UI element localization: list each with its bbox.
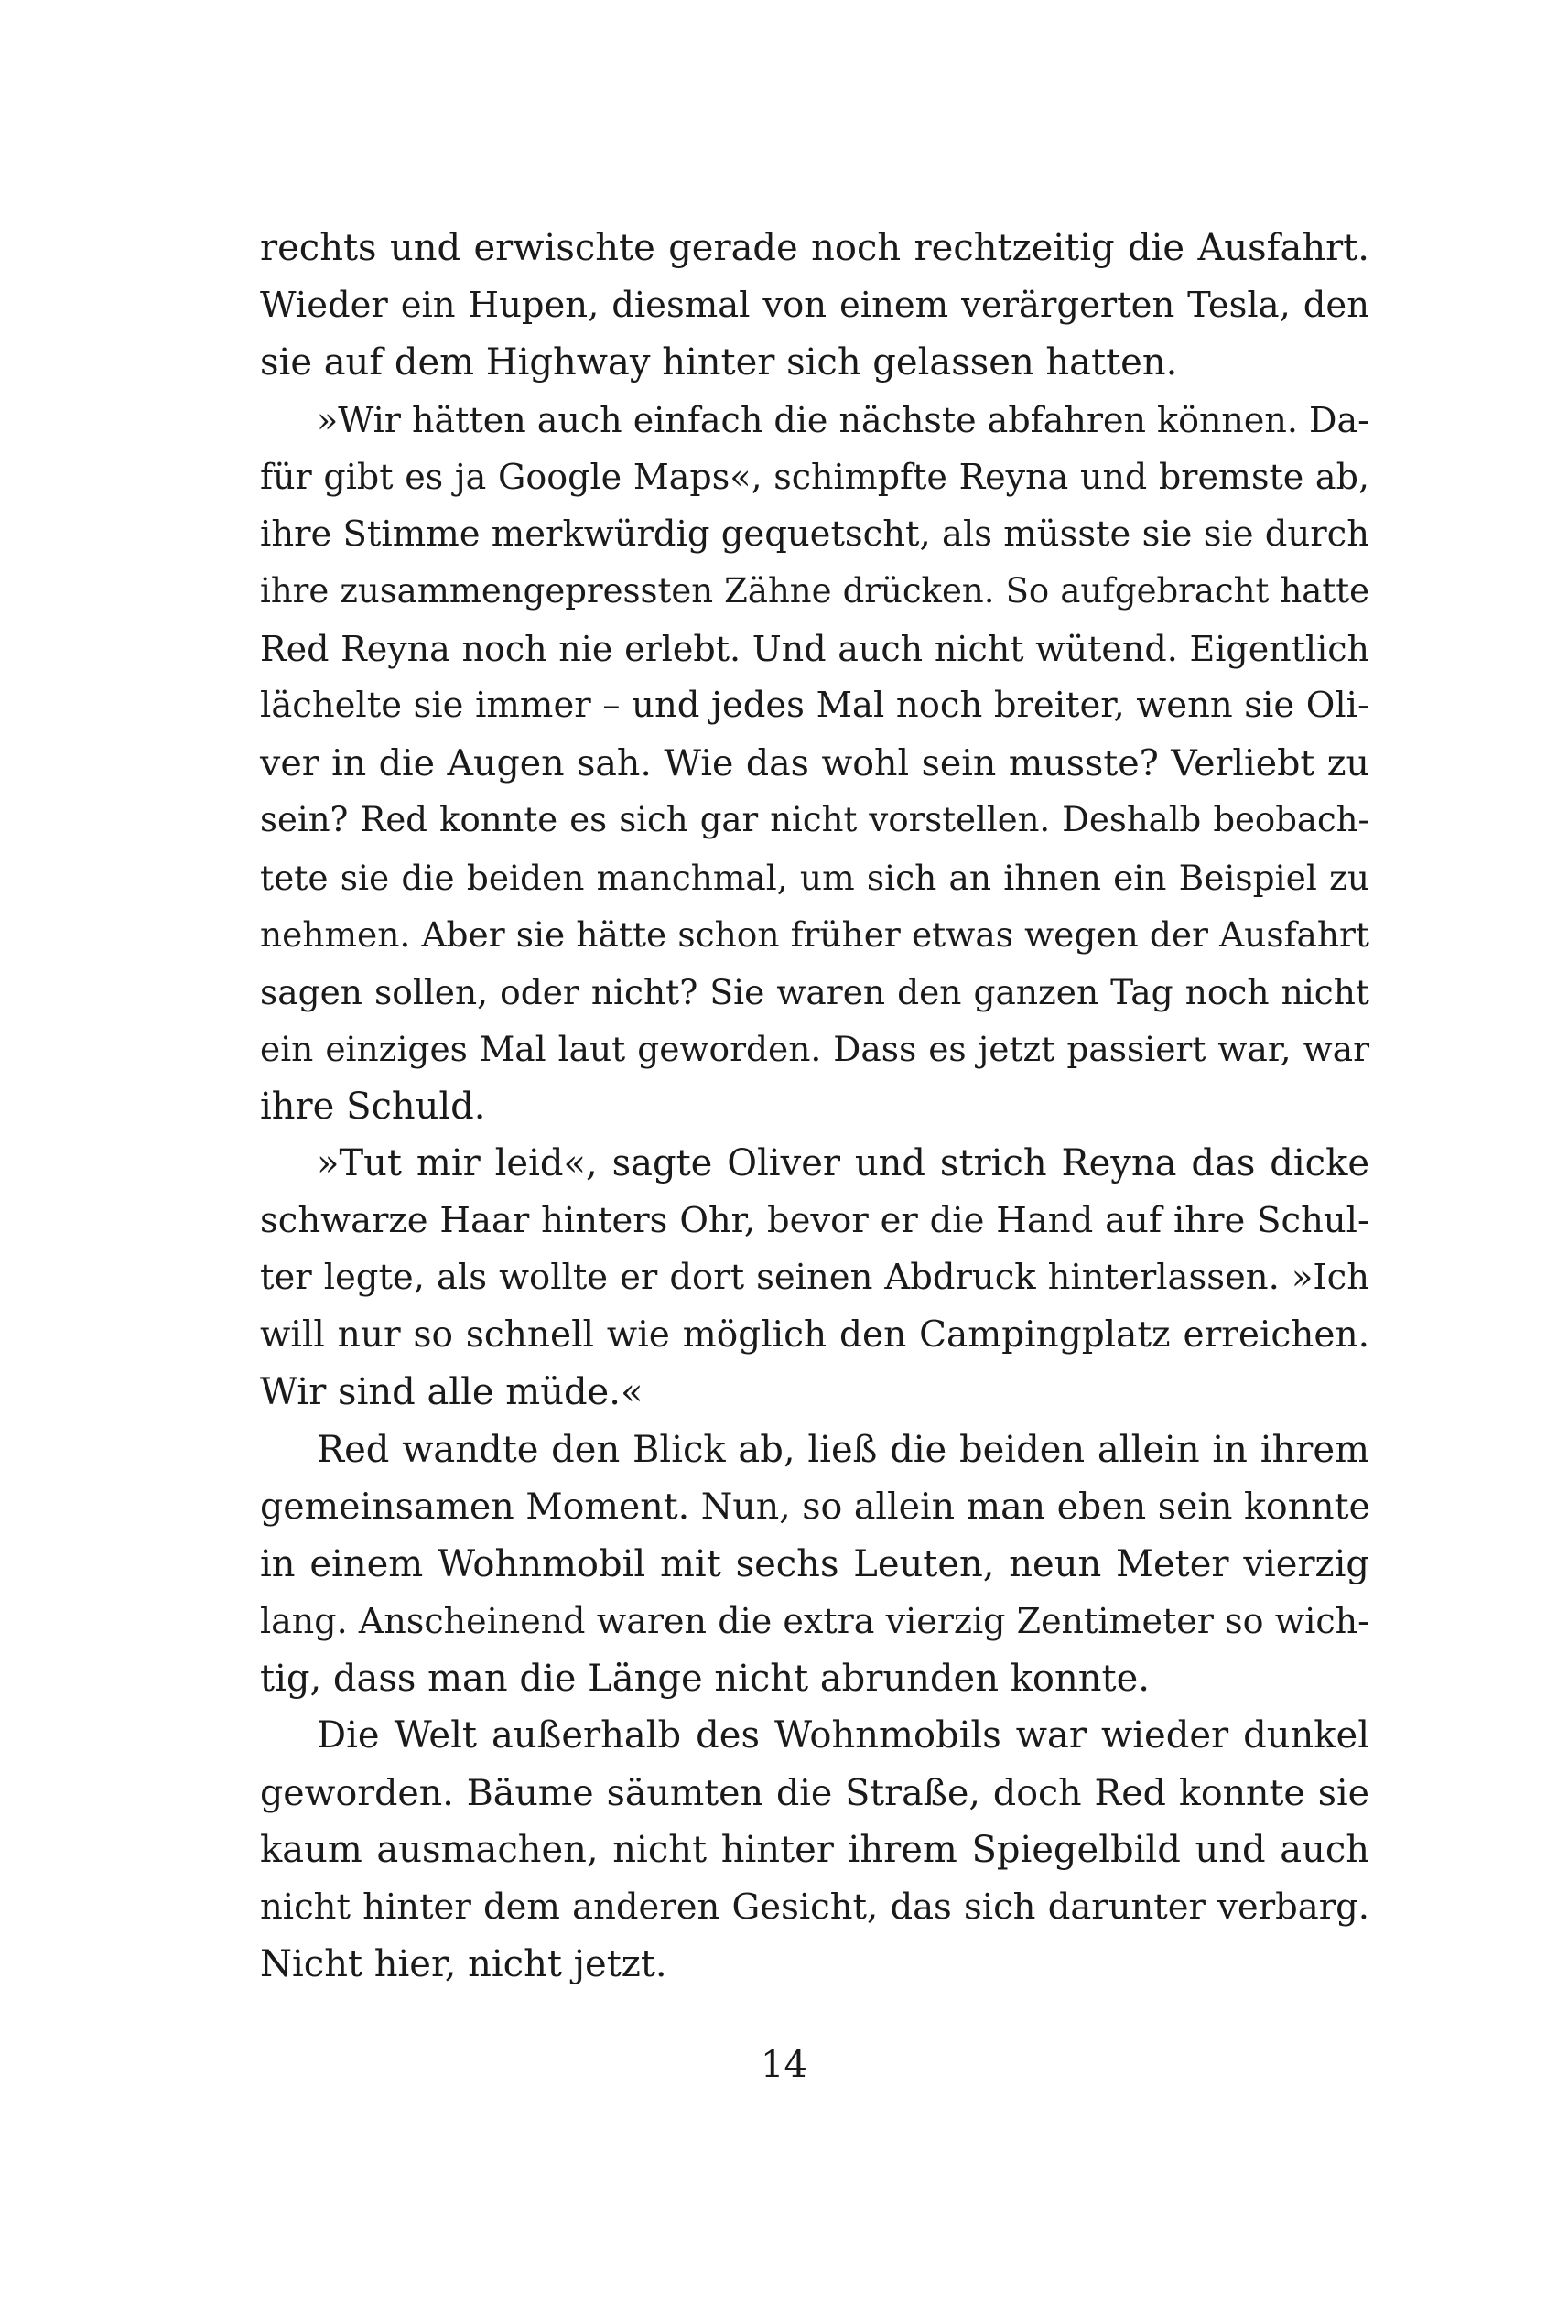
text-line: lächelte sie immer – und jedes Mal noch breiter, wenn sie Oli- [260,685,1369,726]
text-line: ter legte, als wollte er dort seinen Abdruck hinterlassen. »Ich [260,1257,1369,1298]
text-line: ein einziges Mal laut geworden. Dass es jetzt passiert war, war [260,1029,1369,1069]
page-number: 14 [761,2044,807,2086]
text-line: Wieder ein Hupen, diesmal von einem verärgerten Tesla, den [260,284,1369,326]
text-line: nehmen. Aber sie hätte schon früher etwas wegen der Ausfahrt [260,914,1369,955]
text-line: gemeinsamen Moment. Nun, so allein man eben sein konnte [260,1486,1370,1528]
text-line: ihre zusammengepressten Zähne drücken. So aufgebracht hatte [260,571,1369,611]
text-line: tete sie die beiden manchmal, um sich an ihnen ein Beispiel zu [260,857,1369,898]
text-line: Red wandte den Blick ab, ließ die beiden allein in ihrem [317,1428,1369,1471]
text-line: ihre Schuld. [260,1085,486,1128]
text-line: kaum ausmachen, nicht hinter ihrem Spiegelbild und auch [260,1829,1369,1871]
text-line: Wir sind alle müde.« [260,1371,643,1413]
text-line: geworden. Bäume säumten die Straße, doch Red konnte sie [260,1771,1369,1814]
text-line: für gibt es ja Google Maps«, schimpfte Reyna und bremste ab, [260,457,1369,497]
text-line: tig, dass man die Länge nicht abrunden konnte. [260,1657,1150,1700]
text-line: rechts und erwischte gerade noch rechtzeitig die Ausfahrt. [260,227,1369,269]
text-line: in einem Wohnmobil mit sechs Leuten, neun Meter vierzig [260,1542,1369,1585]
text-line: Die Welt außerhalb des Wohnmobils war wieder dunkel [317,1714,1369,1757]
text-line: ver in die Augen sah. Wie das wohl sein musste? Verliebt zu [260,741,1369,784]
text-line: sie auf dem Highway hinter sich gelassen hatten. [260,341,1178,384]
text-line: Red Reyna noch nie erlebt. Und auch nicht wütend. Eigentlich [260,628,1369,669]
text-line: schwarze Haar hinters Ohr, bevor er die Hand auf ihre Schul- [260,1199,1369,1241]
text-line: Nicht hier, nicht jetzt. [260,1943,667,1985]
text-line: lang. Anscheinend waren die extra vierzig Zentimeter so wich- [260,1601,1369,1641]
text-line: »Wir hätten auch einfach die nächste abfahren können. Da- [317,399,1369,440]
text-line: will nur so schnell wie möglich den Campingplatz erreichen. [260,1313,1369,1356]
text-line: »Tut mir leid«, sagte Oliver und strich Reyna das dicke [317,1142,1369,1184]
text-line: sein? Red konnte es sich gar nicht vorstellen. Deshalb beobach- [260,800,1369,839]
text-line: nicht hinter dem anderen Gesicht, das sich darunter verbarg. [260,1886,1369,1928]
text-line: sagen sollen, oder nicht? Sie waren den ganzen Tag noch nicht [260,971,1369,1012]
body-text [260,220,1369,1994]
text-line: ihre Stimme merkwürdig gequetscht, als müsste sie sie durch [260,513,1369,555]
